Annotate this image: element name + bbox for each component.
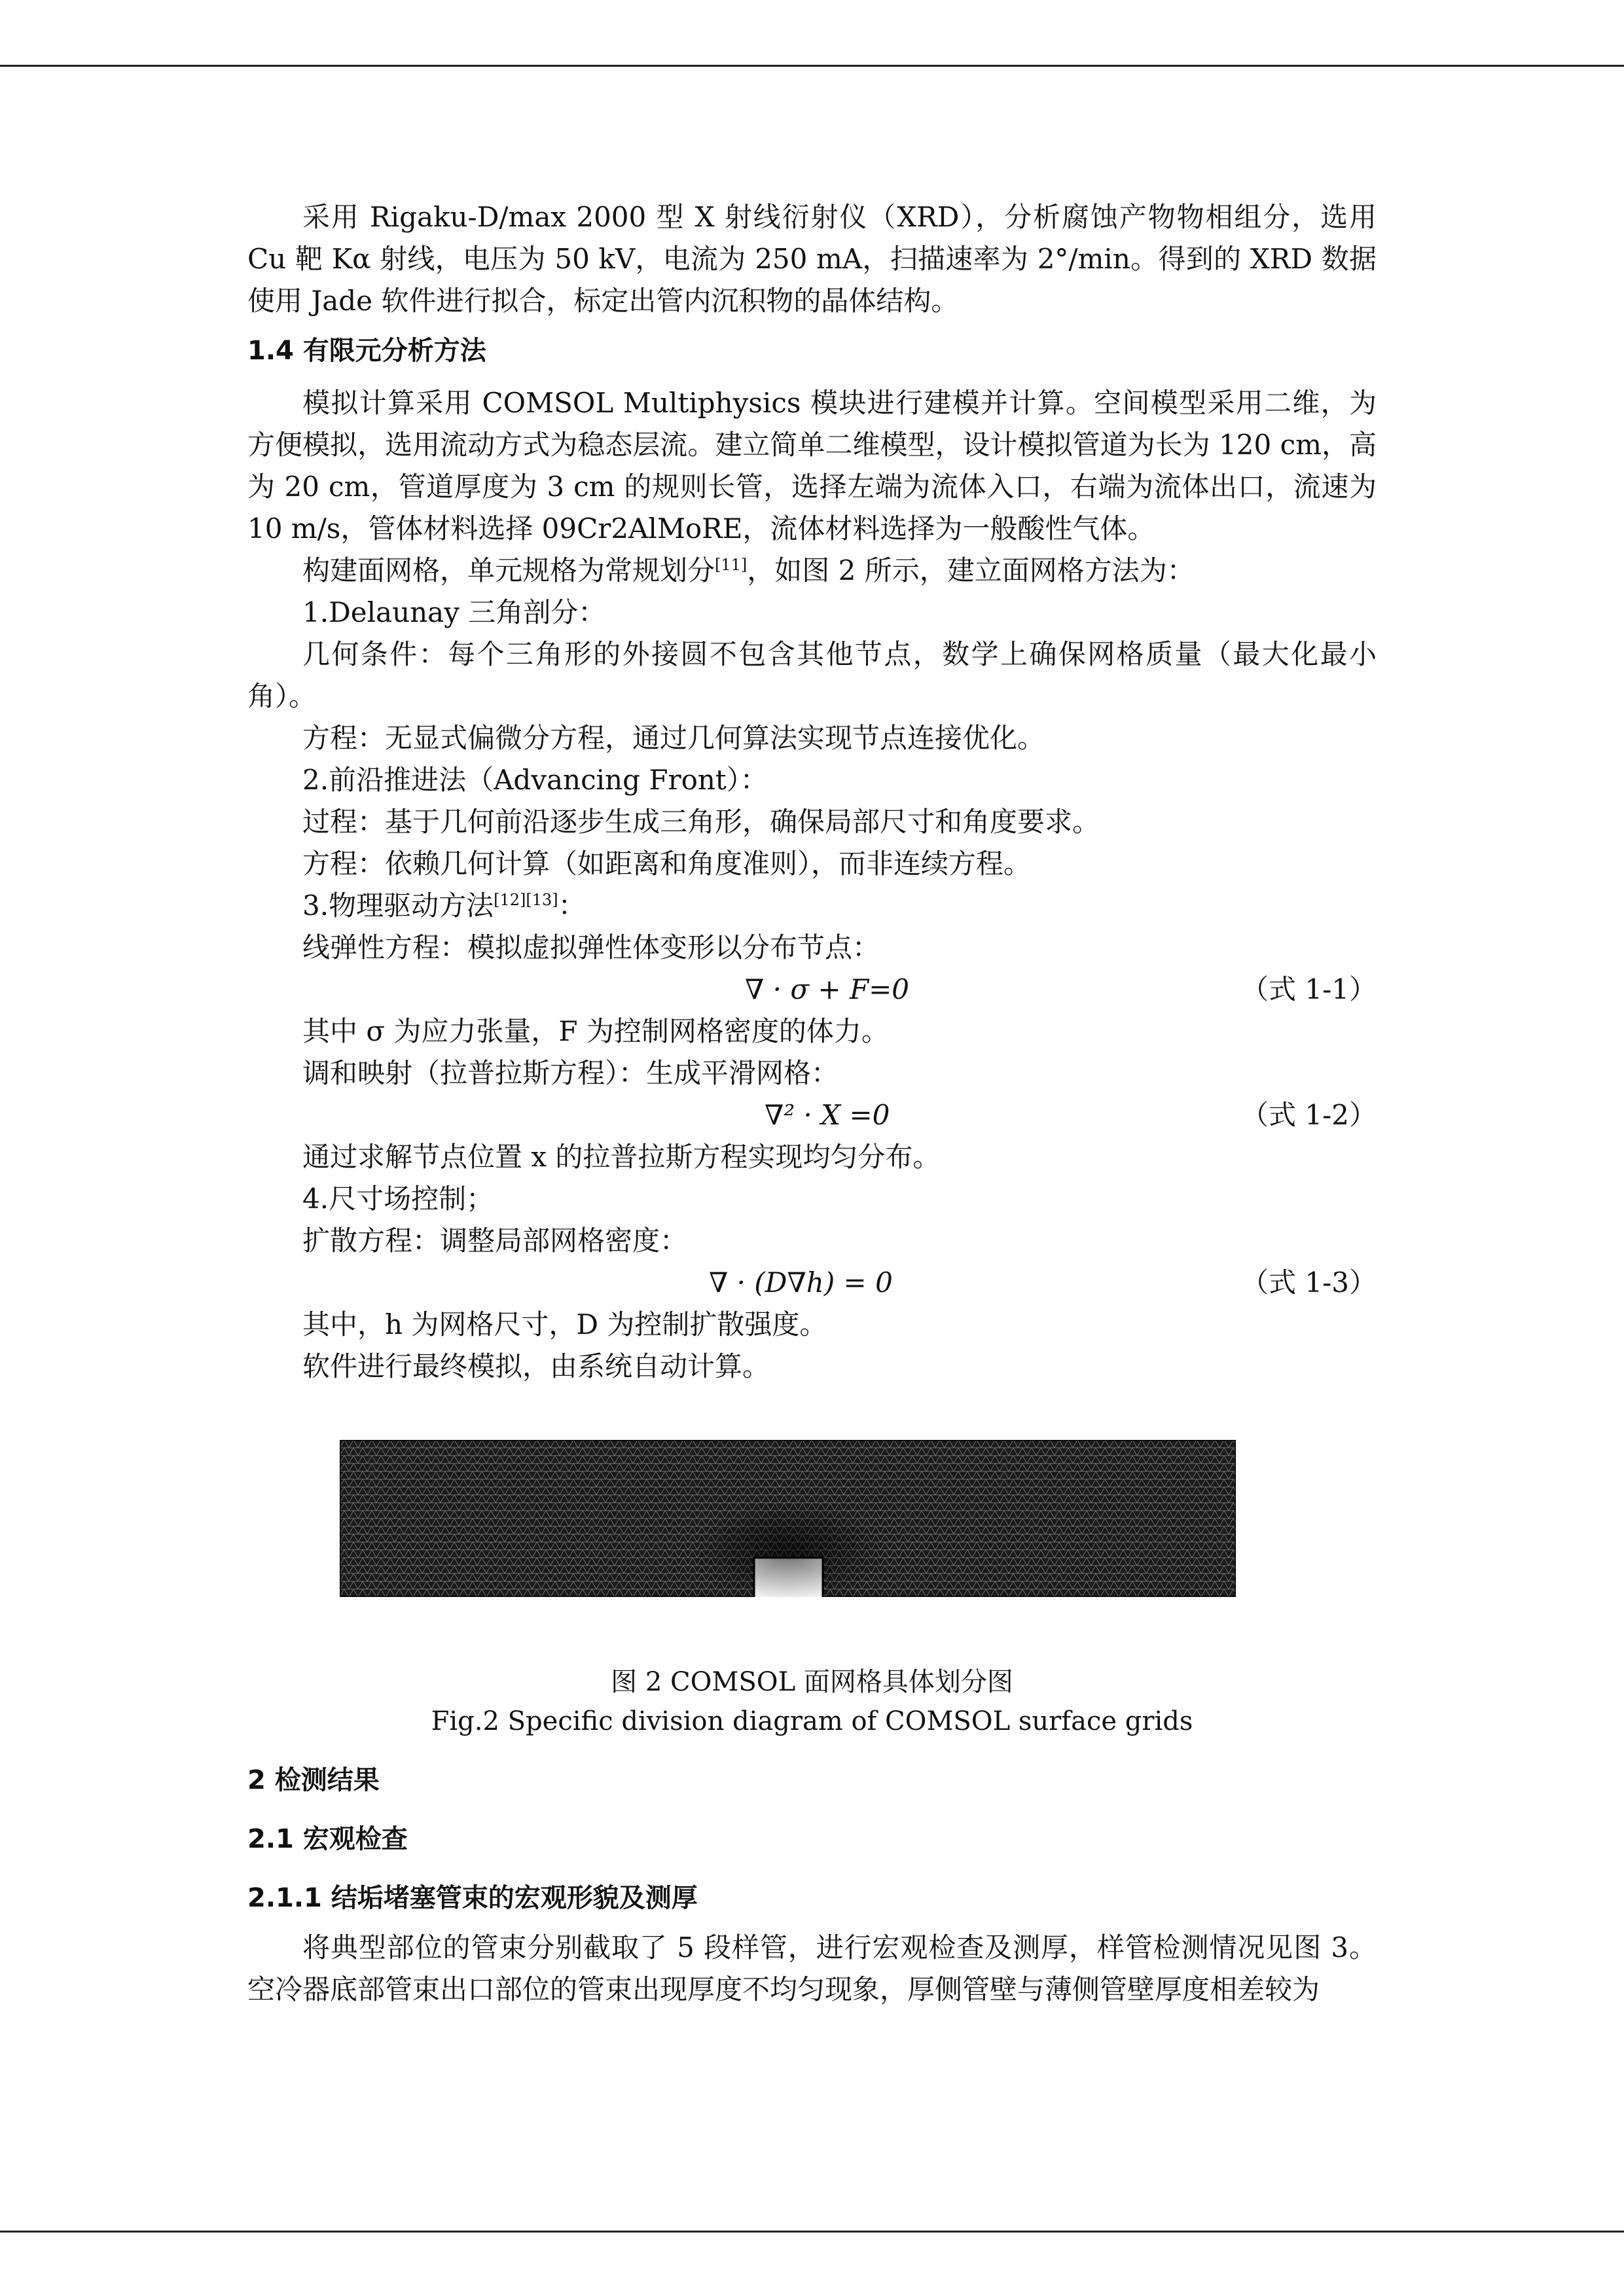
mesh-intro-tail: ，如图 2 所示，建立面网格方法为： [747,554,1195,586]
method-advancing-front-equation: 方程：依赖几何计算（如距离和角度准则），而非连续方程。 [302,848,1032,880]
section-heading-2: 2 检测结果 [247,1765,380,1795]
header-rule [0,65,1624,67]
equation-1-1-expression: ∇ · σ + F=0 [745,973,909,1005]
equation-1-2-number: （式 1-2） [1241,1099,1377,1131]
linear-elastic-text: 线弹性方程：模拟虚拟弹性体变形以分布节点： [302,931,880,963]
method-delaunay-equation: 方程：无显式偏微分方程，通过几何算法实现节点连接优化。 [302,722,1045,754]
equation-1-2-expression: ∇² · X =0 [765,1099,890,1131]
harmonic-mapping-text: 调和映射（拉普拉斯方程）：生成平滑网格： [302,1057,839,1089]
method-delaunay-geometry: 几何条件：每个三角形的外接圆不包含其他节点，数学上确保网格质量（最大化最小角）。 [247,638,1377,712]
equation-1-2 [247,1094,1377,1136]
mesh-image [340,1440,1236,1597]
page-body [247,196,1377,2011]
footer-rule [0,2231,1624,2233]
section-heading-2-1: 2.1 宏观检查 [247,1824,408,1854]
method-advancing-front: 2.前沿推进法（Advancing Front）： [302,764,768,796]
equation-1-3-explanation: 其中，h 为网格尺寸，D 为控制扩散强度。 [302,1308,827,1340]
paragraph-mesh-intro [247,550,1377,592]
diffusion-equation-text: 扩散方程：调整局部网格密度： [302,1225,688,1257]
physics-driven-text: 3.物理驱动方法 [302,889,494,922]
equation-1-3-expression: ∇ · (D∇h) = 0 [709,1266,893,1299]
method-delaunay: 1.Delaunay 三角剖分： [302,596,606,628]
equation-1-3-number: （式 1-3） [1241,1266,1377,1299]
figure-caption-cn: 图 2 COMSOL 面网格具体划分图 [611,1667,1013,1697]
section-heading-1-4: 1.4 有限元分析方法 [247,336,486,366]
physics-driven-tail: ： [558,889,586,922]
figure-2 [247,1388,1377,1662]
equation-1-1-number: （式 1-1） [1241,973,1377,1005]
citation-12-13: [12][13] [494,891,558,909]
equation-1-3 [247,1262,1377,1304]
final-simulation-text: 软件进行最终模拟，由系统自动计算。 [302,1350,770,1382]
equation-1-2-explanation: 通过求解节点位置 x 的拉普拉斯方程实现均匀分布。 [302,1141,941,1173]
method-advancing-front-process: 过程：基于几何前沿逐步生成三角形，确保局部尺寸和角度要求。 [302,806,1100,838]
citation-11: [11] [715,556,748,574]
paragraph-xrd: 采用 Rigaku-D/max 2000 型 X 射线衍射仪（XRD），分析腐蚀产物物相组分，选用 Cu 靶 Kα 射线，电压为 50 kV，电流为 250 mA，扫描速率为 2°/min。得到的 XRD 数据使用 Jade 软件进行拟合，标定出管内沉积物的晶体结构。 [247,201,1377,317]
paragraph-comsol: 模拟计算采用 COMSOL Multiphysics 模块进行建模并计算。空间模型采用二维，为方便模拟，选用流动方式为稳态层流。建立简单二维模型，设计模拟管道为长为 120 cm，高为 20 cm，管道厚度为 3 cm 的规则长管，选择左端为流体入口，右端为流体出口，流速为 10 m/s，管体材料选择 09Cr2AlMoRE，流体材料选择为一般酸性气体。 [247,387,1377,545]
equation-1-1 [247,969,1377,1011]
equation-1-1-explanation: 其中 σ 为应力张量，F 为控制网格密度的体力。 [302,1015,889,1047]
figure-caption-en: Fig.2 Specific division diagram of COMSOL surface grids [431,1706,1193,1736]
paragraph-macro-inspection: 将典型部位的管束分别截取了 5 段样管，进行宏观检查及测厚，样管检测情况见图 3。空冷器底部管束出口部位的管束出现厚度不均匀现象，厚侧管壁与薄侧管壁厚度相差较为 [247,1931,1377,2005]
section-heading-2-1-1: 2.1.1 结垢堵塞管束的宏观形貌及测厚 [247,1883,698,1913]
method-physics-driven [247,885,1377,927]
method-size-field: 4.尺寸场控制； [302,1183,494,1215]
mesh-intro-text: 构建面网格，单元规格为常规划分 [302,554,715,586]
